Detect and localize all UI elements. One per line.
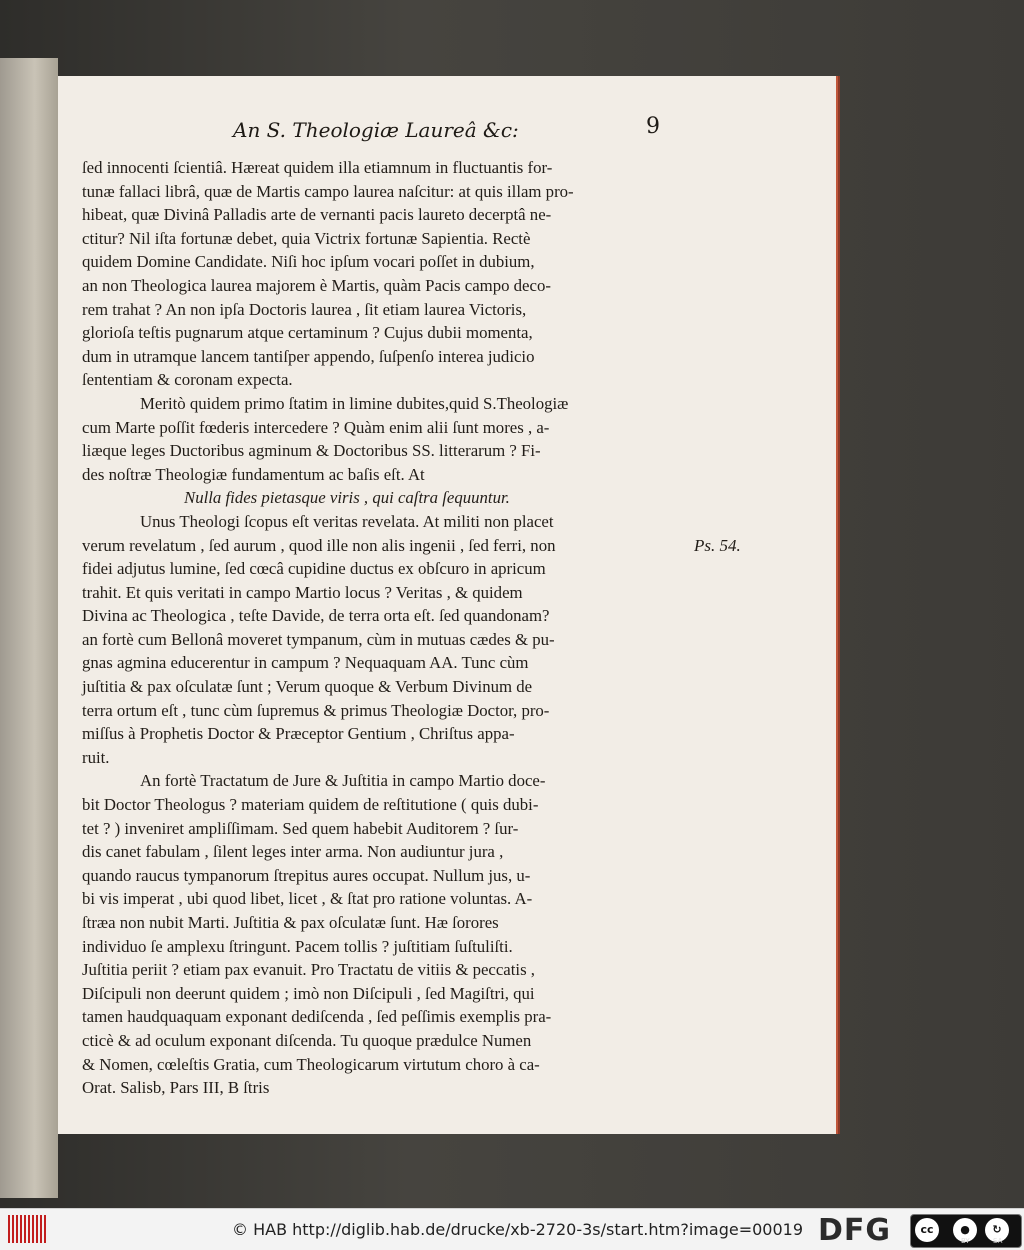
margin-note: Ps. 54. (694, 536, 741, 555)
page-number: 9 (646, 114, 660, 139)
text-line: cticè & ad oculum exponant diſcenda. Tu quoque prædulce Numen (82, 1030, 532, 1050)
text-line: cum Marte poſſit fœderis intercedere ? Quàm enim alii ſunt mores , a- (82, 417, 550, 437)
text-line: miſſus à Prophetis Doctor & Præceptor Gentium , Chriſtus appa- (82, 724, 515, 744)
body-text (82, 156, 662, 1100)
footer-bar (0, 1208, 1024, 1250)
text-line: trahit. Et quis veritati in campo Martio locus ? Veritas , & quidem (82, 582, 523, 602)
text-line: verum revelatum , ſed aurum , quod ille non alis ingenii , ſed ferri, non (82, 535, 556, 555)
text-line: Diſcipuli non deerunt quidem ; imò non Diſcipuli , ſed Magiſtri, qui (82, 983, 535, 1003)
text-line: ſed innocenti ſcientiâ. Hæreat quidem illa etiamnum in fluctuantis for- (82, 158, 553, 177)
sa-label: SA (993, 1237, 1003, 1245)
running-header: An S. Theologiæ Laureâ &c: (233, 118, 519, 142)
text-line: Unus Theologi ſcopus eſt veritas revelata. At militi non placet (140, 511, 554, 531)
text-line: dum in utramque lancem tantiſper appendo, ſuſpenſo interea judicio (82, 346, 535, 366)
text-line: individuo ſe amplexu ſtringunt. Pacem tollis ? juſtitiam ſuſtuliſti. (82, 936, 513, 956)
dfg-logo: DFG (818, 1213, 892, 1248)
book-page (58, 76, 836, 1134)
text-line: ctitur? Nil iſta fortunæ debet, quia Victrix fortunæ Sapientia. Rectè (82, 228, 531, 248)
text-line: Meritò quidem primo ſtatim in limine dubites,quid S.Theologiæ (140, 393, 569, 413)
text-line: des noſtræ Theologiæ fundamentum ac baſis eſt. At (82, 464, 425, 484)
cc-icon: cc (915, 1218, 939, 1242)
text-line: tunæ fallaci librâ, quæ de Martis campo laurea naſcitur: at quis illam pro- (82, 181, 574, 201)
text-line: terra ortum eſt , tunc cùm ſupremus & primus Theologiæ Doctor, pro- (82, 700, 550, 720)
text-line: ruit. (82, 747, 110, 767)
text-line: quando raucus tympanorum ſtrepitus aures occupat. Nullum jus, u- (82, 865, 531, 885)
copyright-link[interactable]: © HAB http://diglib.hab.de/drucke/xb-2720-3s/start.htm?image=00019 (232, 1220, 803, 1239)
text-line: & Nomen, cœleſtis Gratia, cum Theologicarum virtutum choro à ca- (82, 1054, 540, 1074)
text-line: gnas agmina educerentur in campum ? Nequaquam AA. Tunc cùm (82, 653, 529, 673)
text-line: Juſtitia periit ? etiam pax evanuit. Pro Tractatu de vitiis & peccatis , (82, 960, 535, 980)
by-label: BY (961, 1237, 970, 1245)
text-line: Nulla fides pietasque viris , qui caſtra ſequuntur. (184, 488, 510, 508)
text-line: an non Theologica laurea majorem è Martis, quàm Pacis campo deco- (82, 275, 551, 295)
text-line: ſententiam & coronam expecta. (82, 370, 293, 390)
cc-license-badge[interactable] (910, 1214, 1022, 1248)
text-line: tet ? ) inveniret ampliſſimam. Sed quem habebit Auditorem ? ſur- (82, 818, 519, 838)
text-line: rem trahat ? An non ipſa Doctoris laurea , ſit etiam laurea Victoris, (82, 299, 527, 319)
text-line: bi vis imperat , ubi quod libet, licet , & ſtat pro ratione voluntas. A- (82, 889, 533, 909)
text-line: Orat. Salisb, Pars III, B ſtris (82, 1078, 270, 1098)
text-line: ſtræa non nubit Marti. Juſtitia & pax oſculatæ ſunt. Hæ ſorores (82, 913, 499, 932)
share-alike-icon: ↻ (985, 1218, 1009, 1242)
text-line: fidei adjutus lumine, ſed cœcâ cupidine ductus ex obſcuro in apricum (82, 559, 546, 579)
text-line: hibeat, quæ Divinâ Palladis arte de vernanti pacis laureto decerptâ ne- (82, 205, 552, 225)
text-line: bit Doctor Theologus ? materiam quidem de reſtitutione ( quis dubi- (82, 795, 539, 815)
text-line: an fortè cum Bellonâ moveret tympanum, cùm in mutuas cædes & pu- (82, 629, 555, 649)
text-line: tamen haudquaquam exponant dediſcenda , ſed peſſimis exemplis pra- (82, 1007, 552, 1027)
text-line: glorioſa teſtis pugnarum atque certaminum ? Cujus dubii momenta, (82, 323, 533, 343)
text-line: quidem Domine Candidate. Niſi hoc ipſum vocari poſſet in dubium, (82, 252, 535, 272)
text-line: juſtitia & pax oſculatæ ſunt ; Verum quoque & Verbum Divinum de (82, 677, 533, 697)
text-line: An fortè Tractatum de Jure & Juſtitia in campo Martio doce- (140, 771, 546, 791)
text-line: dis canet fabulam , ſilent leges inter arma. Non audiuntur jura , (82, 842, 504, 862)
attribution-icon: ● (953, 1218, 977, 1242)
text-line: liæque leges Ductoribus agminum & Doctoribus SS. litterarum ? Fi- (82, 441, 541, 461)
previous-page-edge (0, 58, 58, 1198)
text-line: Divina ac Theologica , teſte Davide, de terra orta eſt. ſed quandonam? (82, 606, 550, 626)
barcode-icon (8, 1215, 48, 1243)
